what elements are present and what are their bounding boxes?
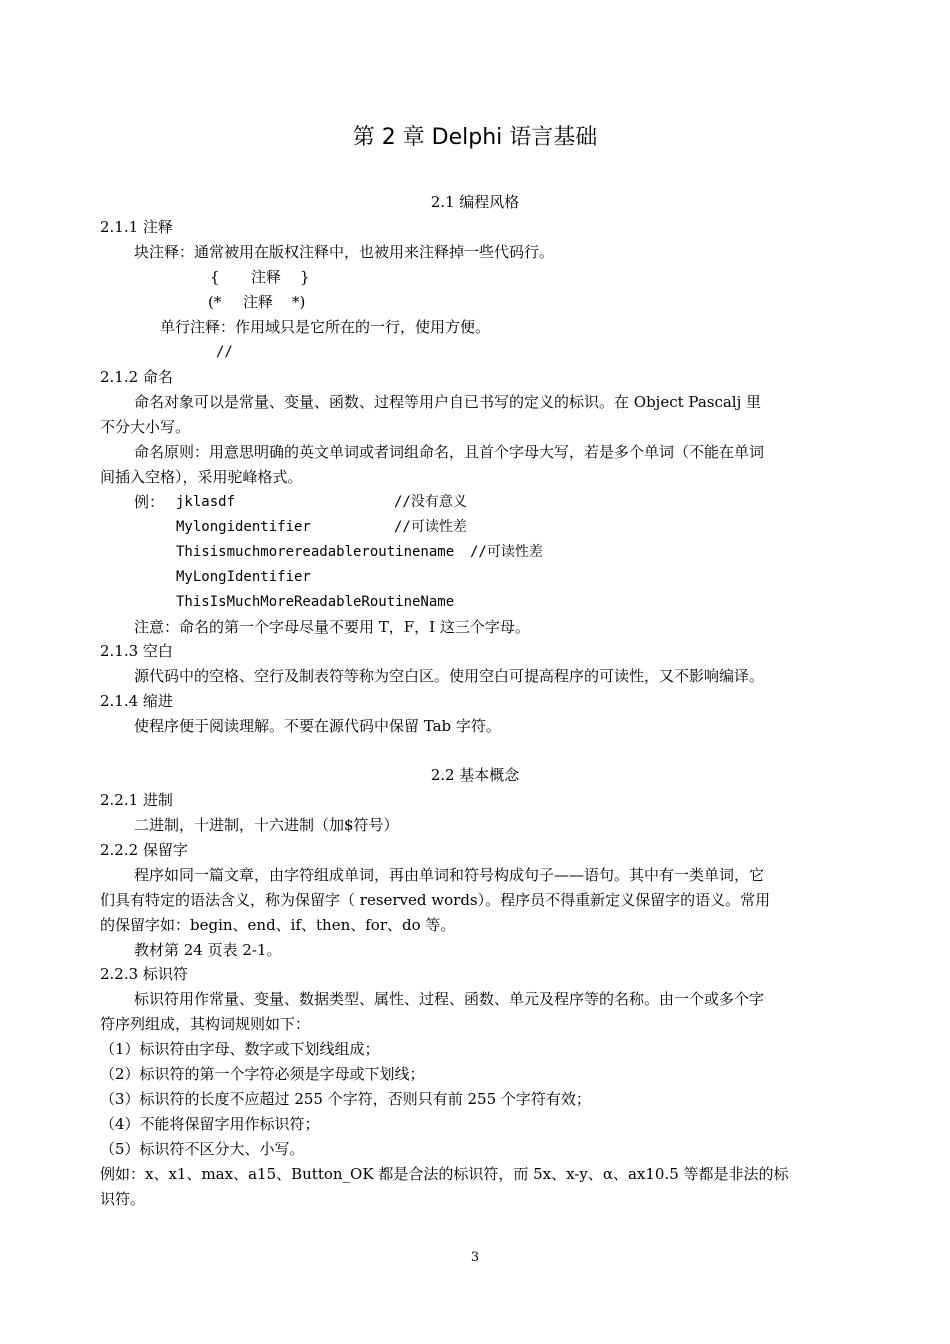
subsection-heading-2-2-2: 2.2.2 保留字 [100,841,188,859]
example-code: Mylongidentifier [176,519,311,535]
radix-text: 二进制，十进制，十六进制（加$符号） [134,816,399,834]
subsection-heading-2-1-3: 2.1.3 空白 [100,642,173,660]
identifier-example-line-1: 例如：x、x1、max、a15、Button_OK 都是合法的标识符，而 5x、x-y、α、ax10.5 等都是非法的标 [100,1165,789,1183]
example-label: 例： [134,493,165,511]
naming-paragraph-2-line-2: 间插入空格），采用驼峰格式。 [100,468,303,486]
identifier-rule: （5）标识符不区分大、小写。 [100,1140,305,1158]
reserved-paragraph-line-3: 的保留字如：begin、end、if、then、for、do 等。 [100,916,456,934]
textbook-reference: 教材第 24 页表 2-1。 [134,941,282,959]
subsection-heading-2-1-1: 2.1.1 注释 [100,218,173,236]
naming-note: 注意：命名的第一个字母尽量不要用 T，F，I 这三个字母。 [134,618,530,636]
identifier-rule: （4）不能将保留字用作标识符； [100,1115,320,1133]
identifier-paragraph-line-1: 标识符用作常量、变量、数据类型、属性、过程、函数、单元及程序等的名称。由一个或多个字 [134,990,765,1008]
whitespace-text: 源代码中的空格、空行及制表符等称为空白区。使用空白可提高程序的可读性，又不影响编译。 [134,667,765,685]
chapter-title: 第 2 章 Delphi 语言基础 [352,125,598,150]
brace-comment-open: { [210,268,220,286]
brace-comment-text: 注释 [251,268,282,286]
subsection-heading-2-1-2: 2.1.2 命名 [100,368,173,386]
section-heading-2-2: 2.2 基本概念 [430,766,520,784]
subsection-heading-2-2-3: 2.2.3 标识符 [100,965,188,983]
identifier-example-line-2: 识符。 [100,1190,146,1208]
identifier-rule: （3）标识符的长度不应超过 255 个字符，否则只有前 255 个字符有效； [100,1090,591,1108]
naming-paragraph-2-line-1: 命名原则：用意思明确的英文单词或者词组命名，且首个字母大写，若是多个单词（不能在单词 [134,443,765,461]
reserved-paragraph-line-1: 程序如同一篇文章，由字符组成单词，再由单词和符号构成句子——语句。其中有一类单词，它 [134,866,765,884]
example-code: ThisIsMuchMoreReadableRoutineName [176,594,455,610]
example-code: jklasdf [176,494,236,510]
identifier-rule: （1）标识符由字母、数字或下划线组成； [100,1040,380,1058]
example-code: Thisismuchmorereadableroutinename [176,544,455,560]
identifier-rule: （2）标识符的第一个字符必须是字母或下划线； [100,1065,425,1083]
indent-text: 使程序便于阅读理解。不要在源代码中保留 Tab 字符。 [134,717,501,735]
reserved-paragraph-line-2: 们具有特定的语法含义，称为保留字（ reserved words）。程序员不得重新定义保留字的语义。常用 [100,891,771,909]
subsection-heading-2-1-4: 2.1.4 缩进 [100,692,173,710]
naming-paragraph-1-line-2: 不分大小写。 [100,418,191,436]
example-comment: //没有意义 [394,494,467,510]
paren-comment-text: 注释 [243,293,274,311]
naming-paragraph-1-line-1: 命名对象可以是常量、变量、函数、过程等用户自已书写的定义的标识。在 Object Pascalj 里 [134,393,762,411]
block-comment-text: 块注释：通常被用在版权注释中，也被用来注释掉一些代码行。 [134,243,555,261]
identifier-paragraph-line-2: 符序列组成，其构词规则如下： [100,1015,311,1033]
example-comment: //可读性差 [394,519,467,535]
example-comment: //可读性差 [470,544,543,560]
double-slash: // [216,344,233,360]
section-heading-2-1: 2.1 编程风格 [430,193,520,211]
page-number: 3 [470,1250,480,1265]
brace-comment-close: } [300,268,310,286]
paren-comment-open: (* [208,293,222,311]
line-comment-text: 单行注释：作用域只是它所在的一行，使用方便。 [160,318,491,336]
subsection-heading-2-2-1: 2.2.1 进制 [100,791,173,809]
example-code: MyLongIdentifier [176,569,311,585]
paren-comment-close: *) [292,293,306,311]
